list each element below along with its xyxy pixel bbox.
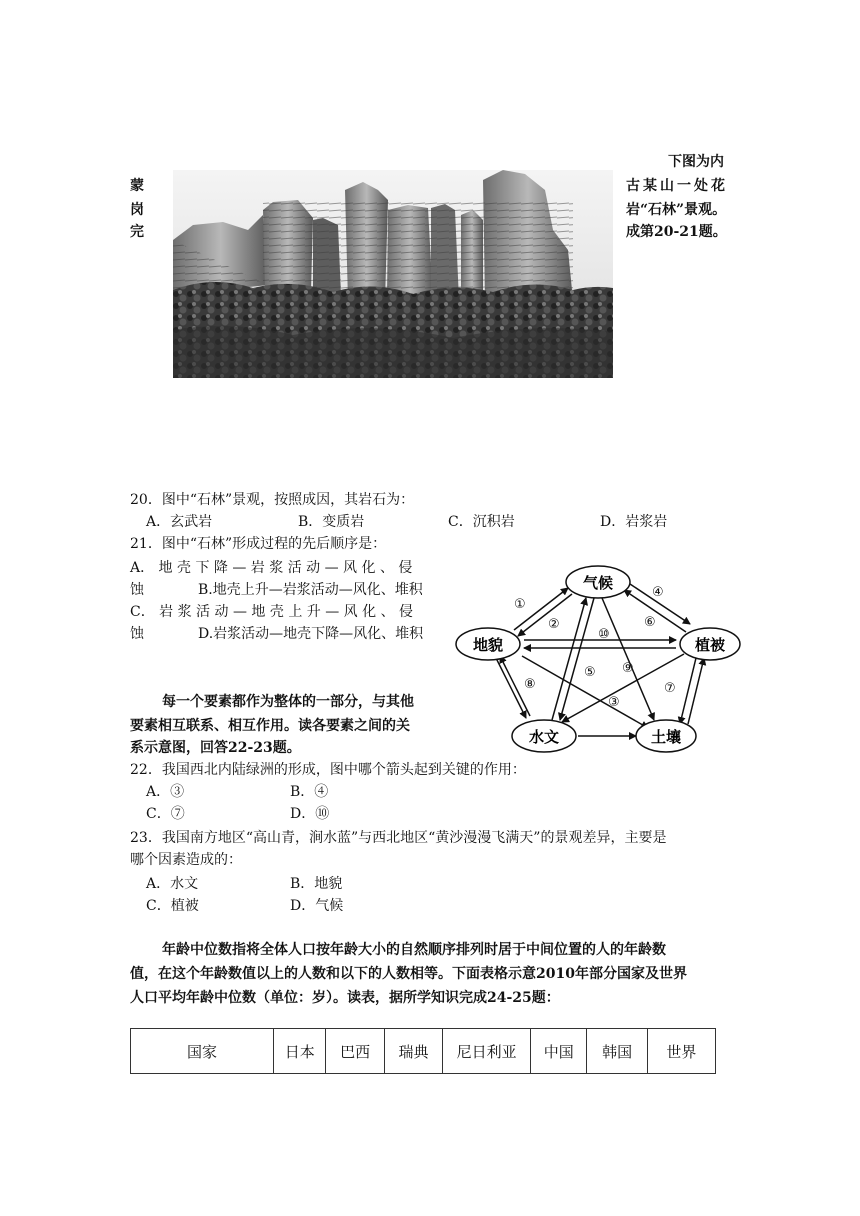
diagram-label-3: ③: [608, 695, 620, 710]
elements-relationship-diagram: [452, 560, 742, 760]
q22-option-d: D．⑩: [290, 806, 330, 822]
population-median-age-table: [130, 1028, 716, 1074]
table-header-cell: 尼日利亚: [443, 1029, 531, 1074]
q23-option-c: C．植被: [146, 898, 199, 914]
diagram-label-4: ④: [652, 585, 664, 600]
diagram-node-hydrology: [512, 720, 576, 752]
table-header-cell: 国家: [131, 1029, 274, 1074]
diagram-node-climate: [566, 566, 630, 598]
diagram-label-9: ⑨: [622, 661, 634, 676]
diagram-label-5: ⑤: [584, 665, 596, 680]
intro3-line2: 值，在这个年龄数值以上的人数和以下的人数相等。下面表格示意2010年部分国家及世界: [130, 966, 687, 982]
q20-option-d: D．岩浆岩: [600, 514, 668, 530]
diagram-label-10: ⑩: [598, 627, 610, 642]
intro3-line3: 人口平均年龄中位数（单位：岁）。读表，据所学知识完成24-25题：: [130, 990, 560, 1006]
table-header-cell: 韩国: [587, 1029, 647, 1074]
intro-text-right2: 岩“石林”景观。: [626, 202, 727, 218]
q23-option-d: D．气候: [290, 898, 344, 914]
svg-text:水文: 水文: [528, 728, 560, 746]
q21-stem: 21．图中“石林”形成过程的先后顺序是：: [130, 536, 387, 552]
q22-stem: 22．我国西北内陆绿洲的形成，图中哪个箭头起到关键的作用：: [130, 762, 526, 778]
diagram-node-vegetation: [680, 628, 740, 660]
table-header-cell: 瑞典: [384, 1029, 442, 1074]
diagram-node-landform: [456, 628, 520, 660]
intro-text-right1: 古某山一处花: [626, 178, 728, 194]
svg-text:气候: 气候: [582, 574, 614, 592]
diagram-label-8: ⑧: [524, 677, 536, 692]
intro-text-left2: 岗: [130, 202, 144, 218]
intro2-line3: 系示意图，回答22-23题。: [130, 740, 301, 756]
diagram-label-2: ②: [548, 617, 560, 632]
q22-option-b: B．④: [290, 784, 329, 800]
q22-option-a: A．③: [146, 784, 185, 800]
diagram-label-7: ⑦: [664, 681, 676, 696]
intro-text-left1: 蒙: [130, 178, 144, 194]
q20-option-b: B．变质岩: [298, 514, 365, 530]
table-header-cell: 巴西: [326, 1029, 384, 1074]
q21-option-d: D.岩浆活动—地壳下降—风化、堆积: [198, 626, 424, 642]
intro3-line1: 年龄中位数指将全体人口按年龄大小的自然顺序排列时居于中间位置的人的年龄数: [162, 942, 666, 958]
q20-option-a: A．玄武岩: [146, 514, 213, 530]
table-header-cell: 世界: [647, 1029, 715, 1074]
intro-text-right3: 成第20-21题。: [626, 224, 727, 240]
q21-option-c-cont: 蚀: [130, 626, 144, 642]
svg-text:土壤: 土壤: [650, 728, 682, 746]
q21-option-a-cont: 蚀: [130, 582, 144, 598]
table-row: [131, 1029, 716, 1074]
table-header-cell: 日本: [274, 1029, 326, 1074]
svg-text:植被: 植被: [694, 636, 726, 654]
q21-option-b: B.地壳上升—岩浆活动—风化、堆积: [198, 582, 423, 598]
q22-option-c: C．⑦: [146, 806, 185, 822]
q23-stem-line1: 23．我国南方地区“高山青，涧水蓝”与西北地区“黄沙漫漫飞满天”的景观差异，主要是: [130, 830, 667, 846]
intro2-line1: 每一个要素都作为整体的一部分，与其他: [162, 694, 414, 710]
diagram-arrows: [496, 584, 704, 736]
diagram-label-6: ⑥: [644, 615, 656, 630]
intro-text-line1: 下图为内: [668, 154, 724, 170]
q21-option-a: A． 地 壳 下 降 — 岩 浆 活 动 — 风 化 、 侵: [130, 560, 413, 576]
table-header-cell: 中国: [531, 1029, 587, 1074]
diagram-node-soil: [636, 720, 696, 752]
svg-text:地貌: 地貌: [472, 636, 504, 654]
stone-forest-photo: [173, 170, 613, 378]
q20-option-c: C．沉积岩: [448, 514, 515, 530]
diagram-label-1: ①: [514, 597, 526, 612]
q23-option-b: B．地貌: [290, 876, 343, 892]
q21-option-c: C． 岩 浆 活 动 — 地 壳 上 升 — 风 化 、 侵: [130, 604, 414, 620]
q23-option-a: A．水文: [146, 876, 199, 892]
q20-stem: 20．图中“石林”景观，按照成因，其岩石为：: [130, 492, 415, 508]
q23-stem-line2: 哪个因素造成的：: [130, 852, 242, 868]
intro-text-left3: 完: [130, 224, 144, 240]
intro2-line2: 要素相互联系、相互作用。读各要素之间的关: [130, 718, 410, 734]
